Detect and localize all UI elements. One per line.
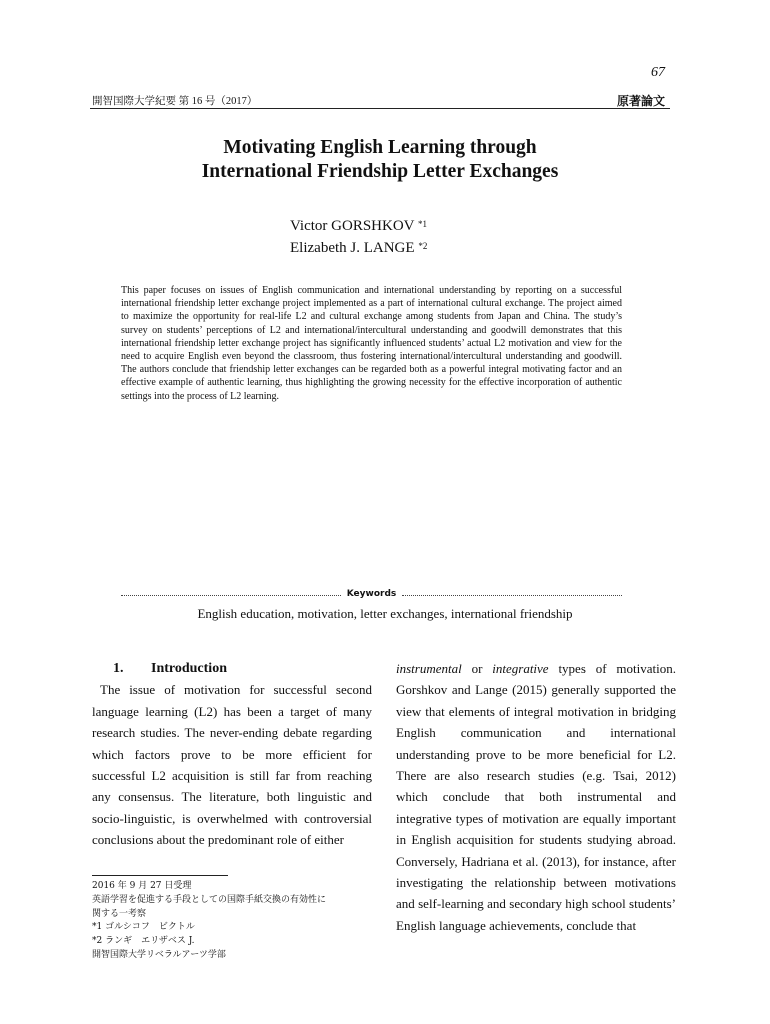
author <box>290 237 427 259</box>
body-text: types of motivation. Gorshkov and Lange (2015) generally supported the view that elements of integral motivation in bridging English communication and international understanding prove to be more beneficial for L2. There are also research studies (e.g. Tsai, 2012) which conclude that both instrumental and integrative types of motivation are equally important in English acquisition for students studying abroad. Conversely, Hadriana et al. (2013), for instance, after investigating the relationship between motivations and self-learning and secondary high school students’ English language achievements, conclude that <box>396 661 676 933</box>
section-title: Introduction <box>151 661 227 676</box>
section-heading <box>92 658 372 679</box>
keywords-label: Keywords <box>346 589 397 599</box>
footnote-author-2: *2 ランギ エリザベス J. <box>92 936 195 947</box>
connector-text: or <box>461 661 493 676</box>
section-number: 1. <box>113 661 124 676</box>
footnote-author-1: *1 ゴルシコフ ビクトル <box>92 922 195 933</box>
body-paragraph-continued <box>396 658 676 936</box>
title-line-1: Motivating English Learning through <box>223 137 537 158</box>
keywords-list: English education, motivation, letter exchanges, international friendship <box>197 606 573 621</box>
dotted-rule-right <box>402 595 622 596</box>
body-paragraph: The issue of motivation for successful second language learning (L2) has been a target of many research studies. The never-ending debate regarding which factors prove to be more efficient for successful L2 acquisition is still far from reaching any consensus. The literature, both linguistic and socio-linguistic, is overwhelmed with controversial conclusions about the predominant role of either <box>92 682 372 848</box>
author-name: Elizabeth J. LANGE <box>290 240 415 256</box>
article-type-label: 原著論文 <box>616 94 665 108</box>
page-number: 67 <box>651 65 665 80</box>
abstract: This paper focuses on issues of English communication and international understanding by reporting on a successful international friendship letter exchange project implemented as a part of international cultural exchange. The project aimed to maximize the opportunity for real-life L2 and cultural exchange among students from Japan and China. The study’s survey on students’ perceptions of L2 and international/intercultural understanding and goodwill demonstrates that this international friendship letter exchange project has significantly influenced students’ actual L2 motivation and view for the need to acquire English even beyond the classroom, thus fostering international/intercultural understanding and goodwill. The authors conclude that friendship letter exchanges can be regarded both as a powerful integral motivating factor and an effective example of authentic learning, thus highlighting the growing necessity for the effective incorporation of authentic settings into the process of L2 learning. <box>121 285 622 402</box>
journal-header: 開智国際大学紀要 第 16 号（2017） <box>92 96 258 107</box>
paper-title <box>90 136 670 184</box>
title-line-2: International Friendship Letter Exchanges <box>201 161 559 182</box>
footnotes <box>92 880 326 963</box>
footnote-affiliation: 開智国際大学リベラルアーツ学部 <box>92 949 226 960</box>
emphasis-instrumental: instrumental <box>396 661 462 676</box>
footnote-received-date: 2016 年 9 月 27 日受理 <box>92 881 192 891</box>
footnote-divider <box>92 875 228 876</box>
author-affiliation-mark: *1 <box>418 219 427 229</box>
author <box>290 215 427 237</box>
footnote-japanese-title-2: 関する一考察 <box>92 908 147 919</box>
author-name: Victor GORSHKOV <box>290 218 415 234</box>
author-list <box>290 215 427 259</box>
footnote-japanese-title-1: 英語学習を促進する手段としての国際手紙交換の有効性に <box>92 894 327 905</box>
header-divider <box>90 108 670 109</box>
emphasis-integrative: integrative <box>492 661 549 676</box>
keywords-divider <box>121 587 622 601</box>
body-column-left <box>92 658 372 851</box>
author-affiliation-mark: *2 <box>418 241 428 251</box>
dotted-rule-left <box>121 595 341 596</box>
body-column-right <box>396 658 676 936</box>
